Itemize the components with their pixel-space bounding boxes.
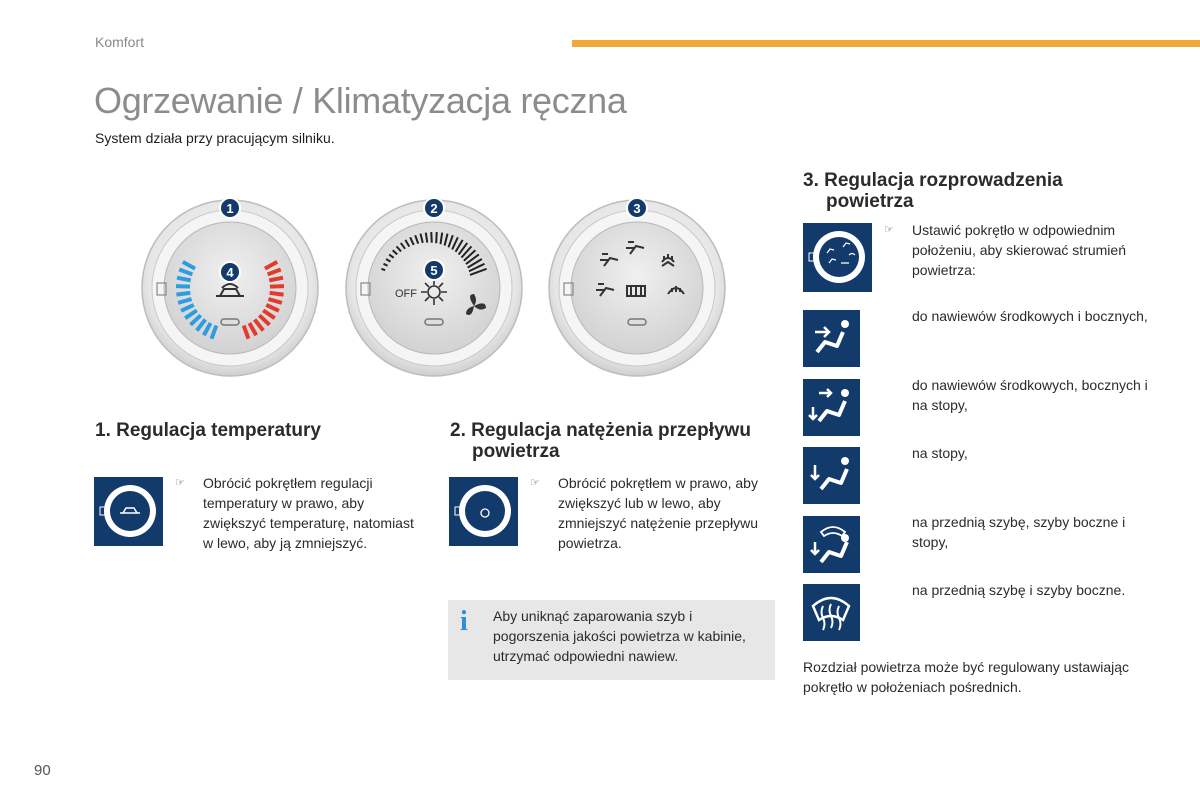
- hot-tick: [270, 293, 284, 295]
- svg-text:1: 1: [226, 201, 234, 216]
- temperature-dial: [142, 198, 318, 376]
- section-2-bullet: ☞ Obrócić pokrętłem w prawo, aby zwiększyć lub w lewo, aby zmniejszyć natężenie przepływu powietrza.: [530, 475, 758, 551]
- airflow-dial-icon: [449, 477, 518, 546]
- mode-tile-face-feet: [803, 379, 860, 436]
- distribution-note: Rozdział powietrza może być regulowany ustawiając pokrętło w położeniach pośrednich.: [803, 659, 1130, 695]
- windscreen-feet-icon: [803, 516, 860, 573]
- hand-pointer-icon: ☞: [884, 224, 894, 236]
- section-3-heading: 3. Regulacja rozprowadzenia powietrza: [803, 170, 1063, 212]
- intro-text: System działa przy pracującym silniku.: [95, 130, 335, 146]
- info-text: Aby uniknąć zaparowania szyb i pogorszenia jakości powietrza w kabinie, utrzymać odpowiedni nawiew.: [493, 608, 746, 664]
- svg-text:5: 5: [430, 263, 438, 278]
- svg-text:2: 2: [430, 201, 438, 216]
- hand-pointer-icon: ☞: [175, 477, 185, 489]
- mode-tile-feet: [803, 447, 860, 504]
- airflow-tick: [436, 232, 437, 243]
- section-label: Komfort: [95, 34, 145, 50]
- section-2-heading: 2. Regulacja natężenia przepływu powietrza: [450, 420, 751, 462]
- cold-tick: [176, 293, 190, 295]
- mode-text-feet: na stopy,: [912, 445, 968, 461]
- info-icon: i: [460, 606, 468, 637]
- mode-text-face-feet: do nawiewów środkowych, bocznych i na stopy,: [912, 377, 1148, 413]
- mode-tile-windscreen-feet: [803, 516, 860, 573]
- callout-5: [424, 260, 444, 280]
- hot-tick: [269, 278, 283, 281]
- section-3-bullet: ☞ Ustawić pokrętło w odpowiednim położeniu, aby skierować strumień powietrza:: [884, 222, 1126, 278]
- distribution-dial-icon: [803, 223, 872, 292]
- page-title: Ogrzewanie / Klimatyzacja ręczna: [94, 80, 627, 121]
- vent-face-icon: [803, 310, 860, 367]
- windscreen-defrost-icon: [803, 584, 860, 641]
- airflow-tick: [431, 232, 432, 243]
- control-panel-illustration: [130, 190, 730, 390]
- airflow-dial-thumbnail: [449, 477, 518, 546]
- header-accent-bar: [572, 40, 1200, 47]
- temperature-dial-thumbnail: [94, 477, 163, 546]
- cold-tick: [177, 278, 191, 281]
- svg-text:3: 3: [633, 201, 641, 216]
- vent-face-feet-icon: [803, 379, 860, 436]
- page-number: 90: [34, 762, 51, 779]
- airflow-tick: [381, 269, 385, 270]
- callout-1: [220, 198, 240, 218]
- mode-text-windscreen-feet: na przednią szybę, szyby boczne i stopy,: [912, 514, 1126, 550]
- airflow-dial: [346, 198, 522, 376]
- vent-feet-icon: [803, 447, 860, 504]
- mode-tile-windscreen: [803, 584, 860, 641]
- mode-tile-face: [803, 310, 860, 367]
- distribution-dial: [549, 198, 725, 376]
- off-label: OFF: [395, 288, 417, 300]
- svg-text:4: 4: [226, 265, 234, 280]
- hand-pointer-icon: ☞: [530, 477, 540, 489]
- callout-3: [627, 198, 647, 218]
- mode-text-face: do nawiewów środkowych i bocznych,: [912, 308, 1148, 324]
- distribution-dial-thumbnail: [803, 223, 872, 292]
- section-1-bullet: ☞ Obrócić pokrętłem regulacji temperatury w prawo, aby zwiększyć temperaturę, natomiast w lewo, aby ją zmniejszyć.: [175, 475, 414, 551]
- mode-text-windscreen: na przednią szybę i szyby boczne.: [912, 582, 1126, 598]
- callout-4: [220, 262, 240, 282]
- callout-2: [424, 198, 444, 218]
- section-1-heading: 1. Regulacja temperatury: [95, 420, 321, 441]
- temperature-dial-icon: [94, 477, 163, 546]
